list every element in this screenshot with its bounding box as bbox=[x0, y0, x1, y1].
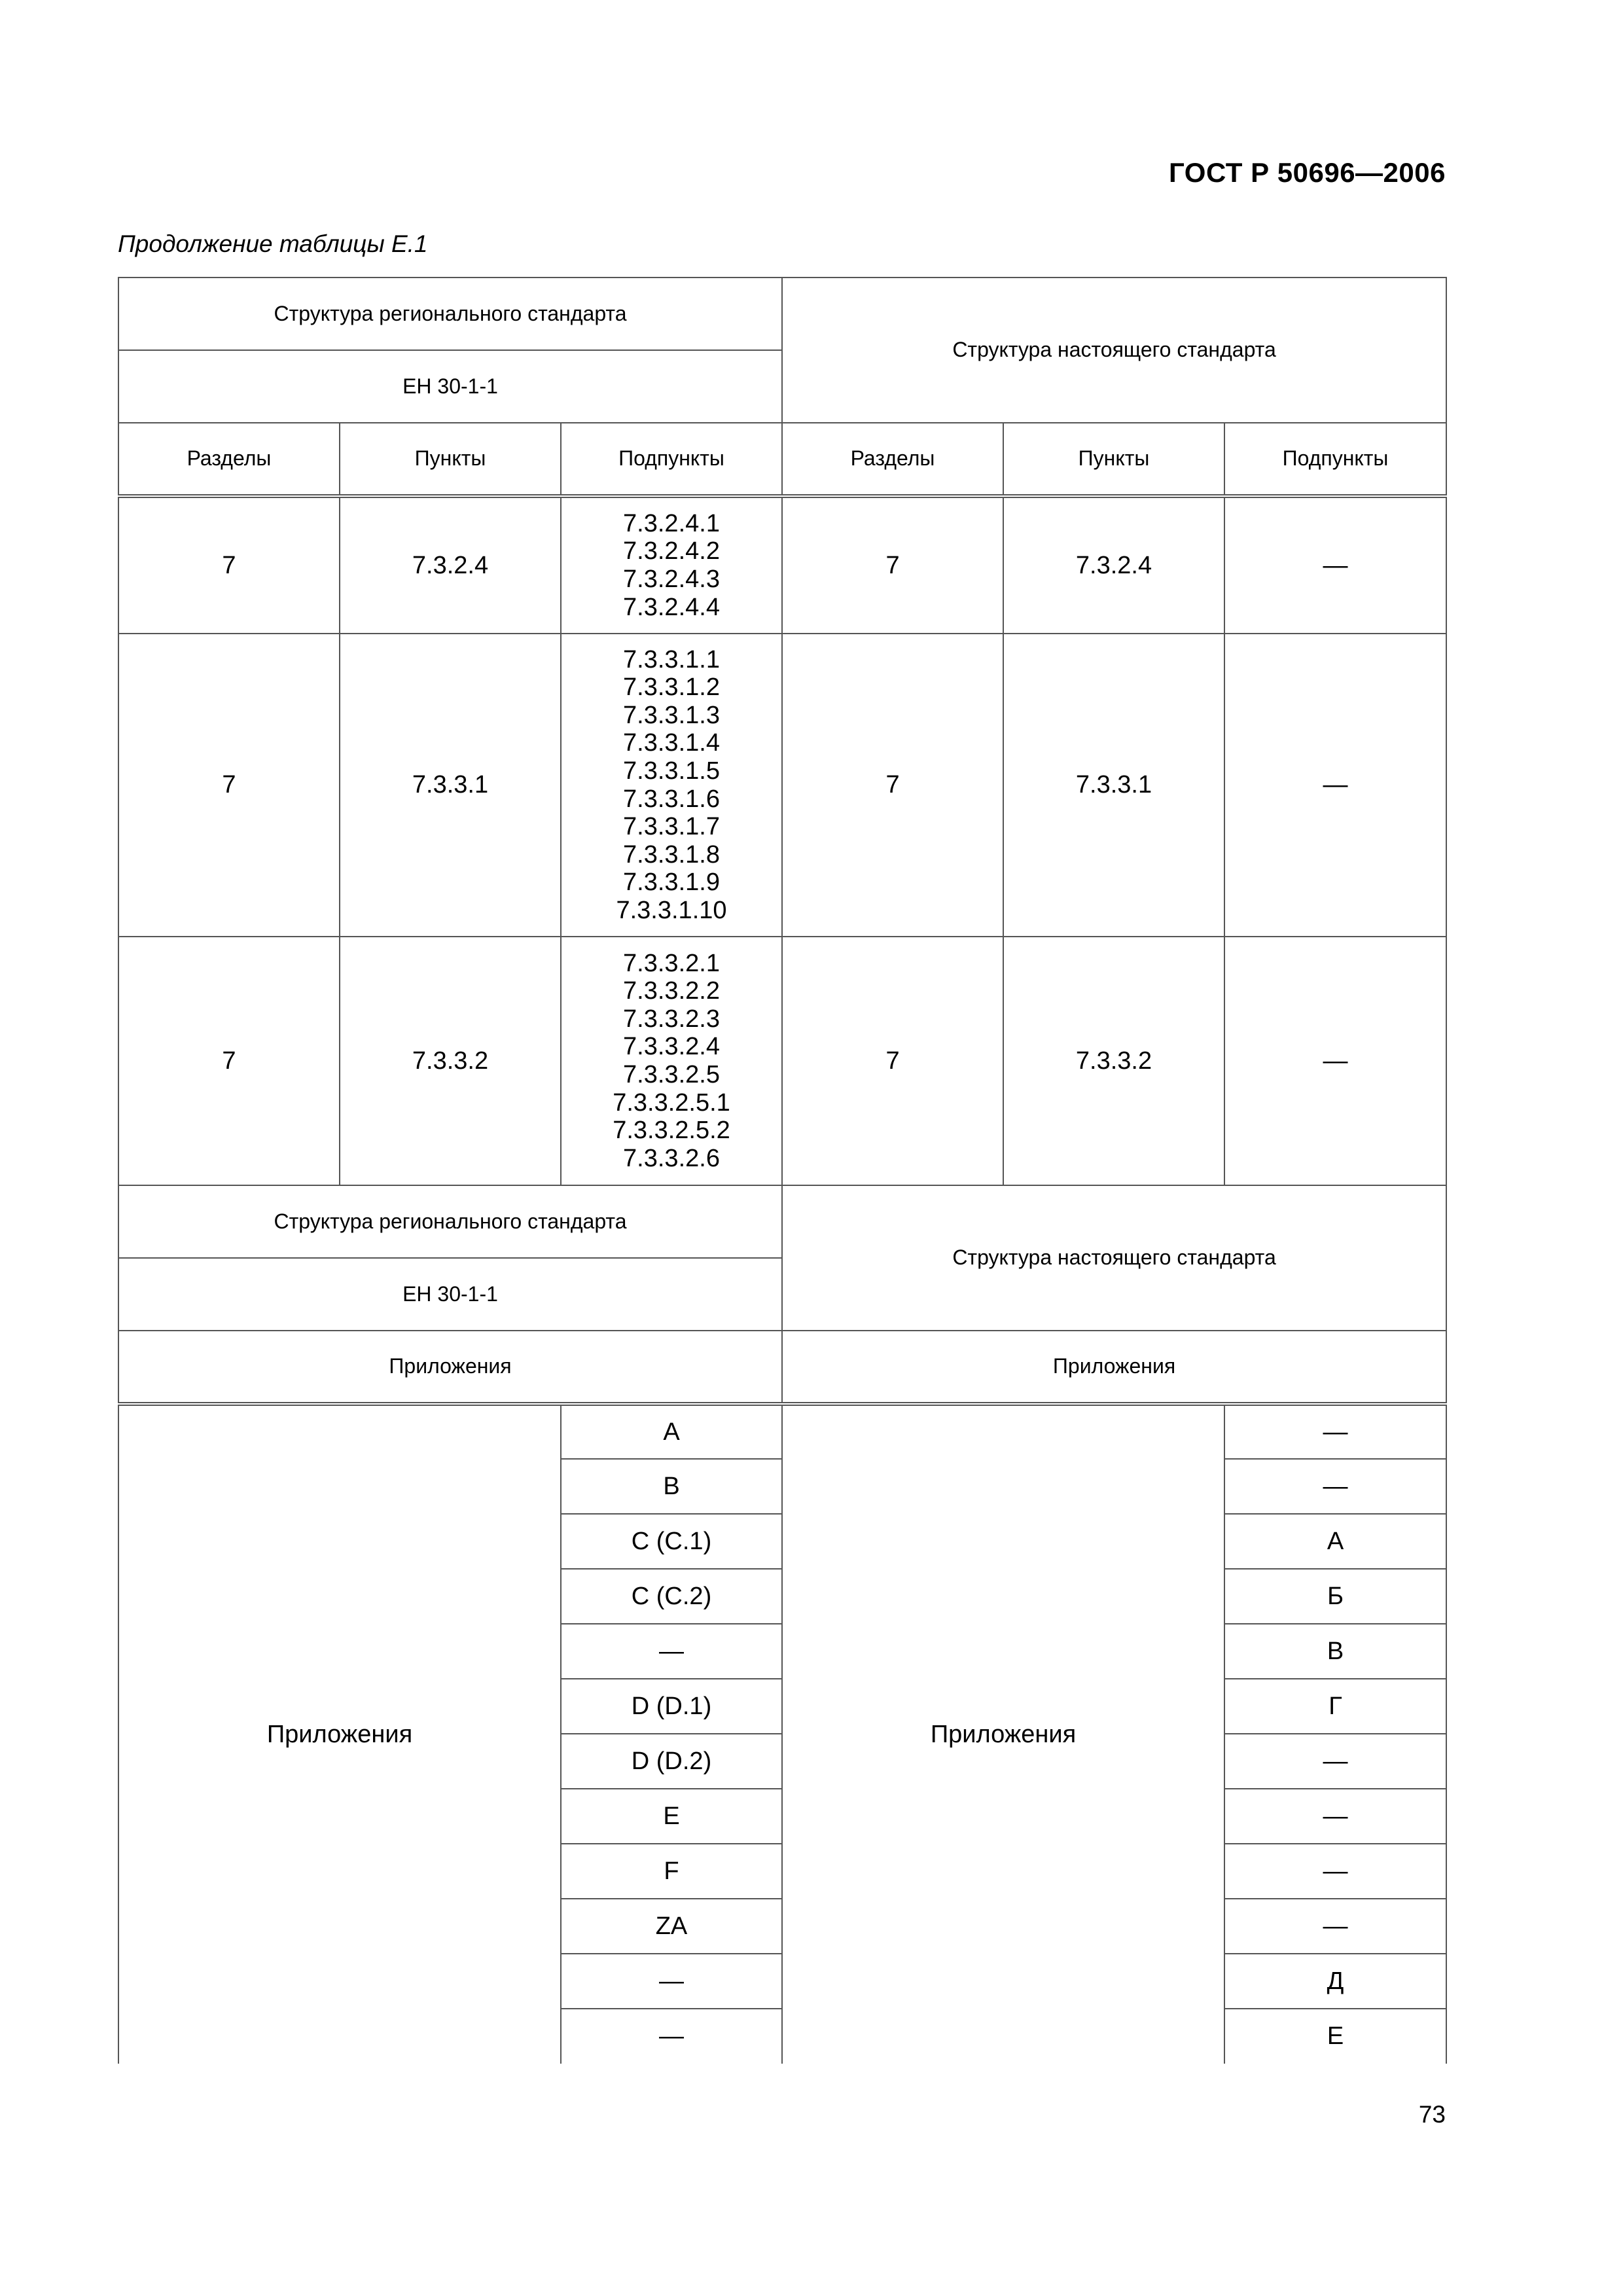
column-header-current-clauses: Пункты bbox=[1003, 423, 1224, 496]
current-annex-cell: Б bbox=[1224, 1569, 1446, 1624]
subclause-line: 7.3.3.1.6 bbox=[623, 785, 720, 813]
current-section-cell: 7 bbox=[782, 496, 1003, 634]
current-annex-cell: Е bbox=[1224, 2009, 1446, 2064]
regional-annex-cell: B bbox=[561, 1459, 782, 1514]
subclause-line: 7.3.3.2.4 bbox=[623, 1033, 720, 1061]
subclause-line: 7.3.3.1.7 bbox=[623, 813, 720, 841]
column-header-regional-subclauses: Подпункты bbox=[561, 423, 782, 496]
subclause-line: 7.3.3.2.1 bbox=[623, 949, 720, 977]
regional-annexes-label: Приложения bbox=[118, 1404, 561, 2064]
current-annex-cell: — bbox=[1224, 1459, 1446, 1514]
column-header-current-subclauses: Подпункты bbox=[1224, 423, 1446, 496]
current-annex-cell: А bbox=[1224, 1514, 1446, 1569]
current-section-cell: 7 bbox=[782, 634, 1003, 937]
regional-standard-code: ЕН 30-1-1 bbox=[118, 350, 782, 423]
table-continuation-caption: Продолжение таблицы Е.1 bbox=[118, 230, 428, 257]
regional-annex-cell: — bbox=[561, 1624, 782, 1679]
column-header-regional-clauses: Пункты bbox=[340, 423, 561, 496]
table-row bbox=[118, 937, 1446, 1185]
regional-annex-cell: C (C.1) bbox=[561, 1514, 782, 1569]
regional-annex-cell: D (D.1) bbox=[561, 1679, 782, 1734]
regional-structure-header: Структура регионального стандарта bbox=[118, 1185, 782, 1258]
current-structure-header: Структура настоящего стандарта bbox=[782, 1185, 1446, 1331]
subclause-line: 7.3.3.2.3 bbox=[623, 1005, 720, 1033]
regional-annex-cell: F bbox=[561, 1844, 782, 1899]
subclause-line: 7.3.3.2.5.2 bbox=[613, 1117, 730, 1145]
current-clause-cell: 7.3.2.4 bbox=[1003, 496, 1224, 634]
subclause-line: 7.3.3.1.9 bbox=[623, 869, 720, 897]
table-row bbox=[118, 496, 1446, 634]
regional-clause-cell: 7.3.3.2 bbox=[340, 937, 561, 1185]
regional-subclauses-cell bbox=[561, 496, 782, 634]
current-annex-cell: — bbox=[1224, 1789, 1446, 1844]
regional-clause-cell: 7.3.2.4 bbox=[340, 496, 561, 634]
current-annex-cell: Г bbox=[1224, 1679, 1446, 1734]
current-annexes-header: Приложения bbox=[782, 1331, 1446, 1404]
regional-annex-cell: — bbox=[561, 1954, 782, 2009]
subclause-line: 7.3.3.1.10 bbox=[616, 896, 727, 924]
column-header-regional-sections: Разделы bbox=[118, 423, 340, 496]
subclause-line: 7.3.3.1.2 bbox=[623, 673, 720, 702]
current-annexes-label: Приложения bbox=[782, 1404, 1224, 2064]
subclause-line: 7.3.3.1.3 bbox=[623, 701, 720, 729]
regional-annex-cell: A bbox=[561, 1404, 782, 1459]
regional-annex-cell: D (D.2) bbox=[561, 1734, 782, 1789]
regional-structure-header: Структура регионального стандарта bbox=[118, 278, 782, 350]
page-number: 73 bbox=[1418, 2101, 1446, 2128]
regional-clause-cell: 7.3.3.1 bbox=[340, 634, 561, 937]
annex-row bbox=[118, 1404, 1446, 1459]
current-annex-cell: В bbox=[1224, 1624, 1446, 1679]
current-clause-cell: 7.3.3.1 bbox=[1003, 634, 1224, 937]
current-subclause-cell: — bbox=[1224, 937, 1446, 1185]
regional-section-cell: 7 bbox=[118, 496, 340, 634]
regional-subclauses-cell bbox=[561, 634, 782, 937]
table-row bbox=[118, 634, 1446, 937]
regional-section-cell: 7 bbox=[118, 634, 340, 937]
subclause-line: 7.3.3.1.4 bbox=[623, 729, 720, 757]
regional-subclauses-cell bbox=[561, 937, 782, 1185]
current-section-cell: 7 bbox=[782, 937, 1003, 1185]
regional-standard-code: ЕН 30-1-1 bbox=[118, 1258, 782, 1331]
regional-annexes-header: Приложения bbox=[118, 1331, 782, 1404]
subclause-line: 7.3.2.4.1 bbox=[623, 509, 720, 537]
current-subclause-cell: — bbox=[1224, 496, 1446, 634]
column-header-current-sections: Разделы bbox=[782, 423, 1003, 496]
current-annex-cell: — bbox=[1224, 1899, 1446, 1954]
current-structure-header: Структура настоящего стандарта bbox=[782, 278, 1446, 423]
subclause-line: 7.3.3.1.5 bbox=[623, 757, 720, 785]
current-annex-cell: Д bbox=[1224, 1954, 1446, 2009]
regional-annex-cell: E bbox=[561, 1789, 782, 1844]
subclause-line: 7.3.3.1.8 bbox=[623, 840, 720, 869]
current-annex-cell: — bbox=[1224, 1734, 1446, 1789]
subclause-line: 7.3.3.1.1 bbox=[623, 645, 720, 673]
subclause-line: 7.3.3.2.5 bbox=[623, 1061, 720, 1088]
current-subclause-cell: — bbox=[1224, 634, 1446, 937]
document-code: ГОСТ Р 50696—2006 bbox=[1169, 157, 1446, 188]
regional-annex-cell: — bbox=[561, 2009, 782, 2064]
current-annex-cell: — bbox=[1224, 1844, 1446, 1899]
regional-annex-cell: C (C.2) bbox=[561, 1569, 782, 1624]
subclause-line: 7.3.2.4.4 bbox=[623, 593, 720, 621]
subclause-line: 7.3.3.2.5.1 bbox=[613, 1088, 730, 1117]
current-annex-cell: — bbox=[1224, 1404, 1446, 1459]
current-clause-cell: 7.3.3.2 bbox=[1003, 937, 1224, 1185]
subclause-line: 7.3.2.4.2 bbox=[623, 537, 720, 565]
structure-comparison-table bbox=[118, 277, 1447, 2064]
subclause-line: 7.3.3.2.2 bbox=[623, 977, 720, 1005]
subclause-line: 7.3.2.4.3 bbox=[623, 565, 720, 593]
regional-annex-cell: ZA bbox=[561, 1899, 782, 1954]
regional-section-cell: 7 bbox=[118, 937, 340, 1185]
subclause-line: 7.3.3.2.6 bbox=[623, 1144, 720, 1172]
